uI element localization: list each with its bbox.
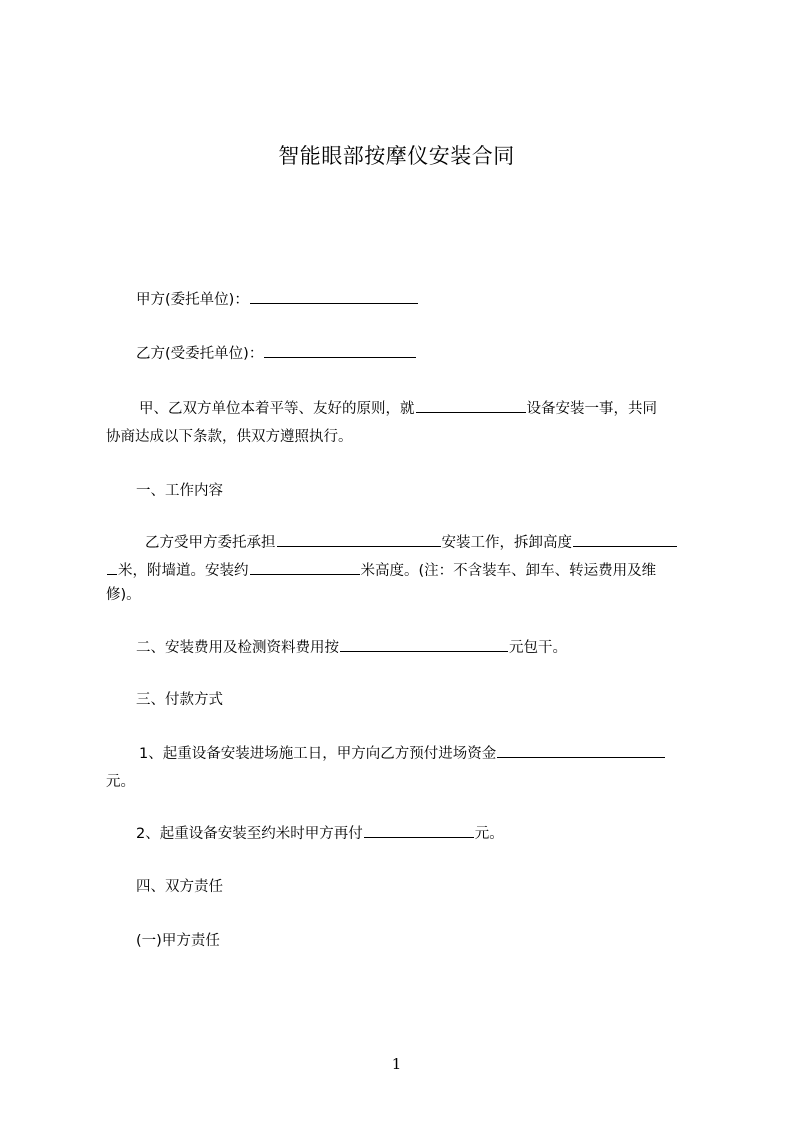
party-b-line [136,340,736,368]
section-1-text-3: 米，附墙道。安装约 [118,563,249,579]
section-1-text-4: 米高度。(注：不含装车、卸车、转运费用及维 [360,563,657,579]
section-4-sub-heading: (一)甲方责任 [136,933,220,949]
second-payment-blank [364,823,474,838]
fee-amount-blank [340,637,508,652]
party-a-label: 甲方(委托单位)： [136,292,249,308]
intro-line-2 [106,423,706,451]
party-b-label: 乙方(受委托单位)： [136,346,264,362]
payment-1-line-2: 元。 [106,774,135,790]
intro-line-1 [139,395,739,423]
dismantle-height-blank [573,532,677,547]
payment-2-text-1: 2、起重设备安装至约米时甲方再付 [136,826,363,842]
section-3-heading: 三、付款方式 [136,692,223,708]
section-1-heading: 一、工作内容 [136,483,223,499]
page-number: 1 [391,1055,402,1073]
section-2-text-2: 元包干。 [509,640,567,656]
document-title: 智能眼部按摩仪安装合同 [278,144,515,168]
party-b-blank [264,343,416,358]
section-2-text-1: 二、安装费用及检测资料费用按 [136,640,339,656]
intro-text-3: 协商达成以下条款，供双方遵照执行。 [106,429,353,445]
advance-payment-blank [497,743,665,758]
payment-1-text: 1、起重设备安装进场施工日，甲方向乙方预付进场资金 [139,746,497,762]
install-height-blank [250,560,360,575]
intro-blank [416,398,526,413]
section-2-line [136,634,736,662]
dismantle-height-blank-cont [107,560,117,575]
party-a-blank [250,289,418,304]
payment-1-line-1 [139,740,739,768]
work-scope-blank [277,532,441,547]
section-1-line-3: 修)。 [106,587,141,603]
payment-2-line [136,820,736,848]
section-1-text-2: 安装工作，拆卸高度 [441,535,572,551]
section-4-heading: 四、双方责任 [136,879,223,895]
section-1-text-1: 乙方受甲方委托承担 [145,535,276,551]
party-a-line [136,286,736,314]
intro-text-2: 设备安装一事，共同 [526,401,657,417]
section-1-line-1 [145,529,745,557]
payment-2-text-2: 元。 [474,826,504,842]
intro-text-1: 甲、乙双方单位本着平等、友好的原则，就 [139,401,415,417]
